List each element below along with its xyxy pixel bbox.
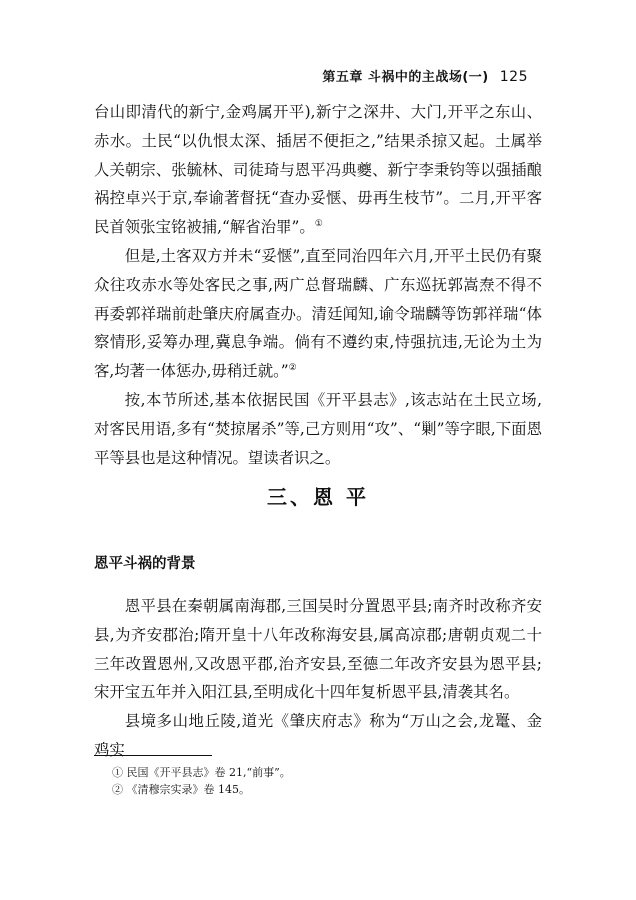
paragraph-2: 但是,土客双方并未“妥惬”,直至同治四年六月,开平土民仍有聚众往攻赤水等处客民之事,两广总督瑞麟、广东巡抚郭嵩焘不得不再委郭祥瑞前赴肇庆府属查办。清廷闻知,谕令瑞麟等饬郭祥瑞“体察情形,妥筹办理,冀息争端。倘有不遵约束,恃强抗违,无论为土为客,均著一体惩办,毋稍迁就。”② bbox=[94, 246, 542, 381]
subheading: 恩平斗祸的背景 bbox=[94, 556, 196, 572]
section-title: 三、恩 平 bbox=[267, 485, 369, 509]
paragraph-5: 县境多山地丘陵,道光《肇庆府志》称为“万山之会,龙鼍、金鸡实 bbox=[94, 712, 542, 759]
footnote-1: ① 民国《开平县志》卷 21,“前事”。 bbox=[112, 766, 291, 779]
page-number: 125 bbox=[499, 69, 528, 85]
footnote-divider bbox=[94, 755, 212, 756]
body-text-top bbox=[94, 98, 542, 472]
running-header bbox=[322, 66, 528, 85]
paragraph-3: 按,本节所述,基本依据民国《开平县志》,该志站在土民立场,对客民用语,多有“焚掠屠杀”等,己方则用“攻”、“剿”等字眼,下面恩平等县也是这种情况。望读者识之。 bbox=[94, 390, 542, 467]
chapter-title: 第五章 斗祸中的主战场(一) bbox=[322, 70, 489, 85]
body-text-bottom bbox=[94, 592, 542, 765]
footnote-ref-1: ① bbox=[314, 219, 323, 230]
paragraph-4: 恩平县在秦朝属南海郡,三国吴时分置恩平县;南齐时改称齐安县,为齐安郡治;隋开皇十八年改称海安县,属高凉郡;唐朝贞观二十三年改置恩州,又改恩平郡,治齐安县,至德二年改齐安县为恩平县;宋开宝五年并入阳江县,至明成化十四年复析恩平县,清袭其名。 bbox=[94, 597, 542, 702]
footnote-ref-2: ② bbox=[288, 363, 297, 374]
footnotes bbox=[112, 764, 532, 798]
footnote-2: ② 《清穆宗实录》卷 145。 bbox=[112, 783, 250, 796]
paragraph-1: 台山即清代的新宁,金鸡属开平),新宁之深井、大门,开平之东山、赤水。土民“以仇恨太深、插居不便拒之,”结果杀掠又起。土属举人关朝宗、张毓林、司徒琦与恩平冯典夔、新宁李秉钧等以强插酿祸控卓兴于京,奉谕著督抚“查办妥惬、毋再生枝节”。二月,开平客民首领张宝铭被捕,“解省治罪”。① bbox=[94, 103, 542, 237]
